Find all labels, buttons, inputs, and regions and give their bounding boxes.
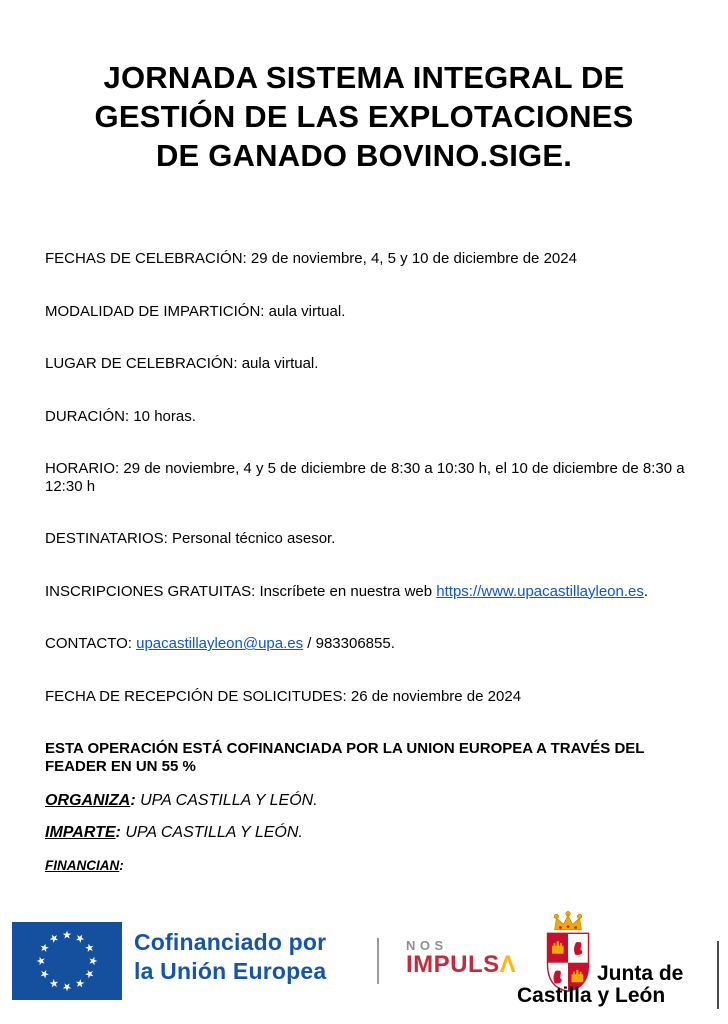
info-recepcion-value: 26 de noviembre de 2024: [350, 687, 522, 705]
eu-cofunding-line-2: la Unión Europea: [134, 958, 327, 984]
eu-cofunding-label: [134, 928, 326, 986]
junta-label-line-2: Castilla y León: [517, 984, 666, 1007]
financian-label: FINANCIAN: [45, 858, 120, 873]
nos-impulsa-word: IMPULS: [406, 951, 500, 978]
info-horario-label: HORARIO:: [45, 460, 120, 477]
info-recepcion: [45, 688, 695, 706]
imparte-colon: :: [115, 824, 121, 841]
title-line-1: JORNADA SISTEMA INTEGRAL DE: [103, 60, 625, 95]
info-modalidad-label: MODALIDAD DE IMPARTICIÓN:: [45, 302, 265, 320]
organiza-colon: :: [130, 792, 136, 809]
financian-line: [45, 857, 695, 875]
nos-impulsa-main-label: [406, 953, 516, 976]
title-line-3: DE GANADO BOVINO.SIGE.: [155, 138, 573, 173]
info-lugar-value: aula virtual.: [241, 355, 319, 372]
info-lugar-label: LUGAR DE CELEBRACIÓN:: [45, 355, 238, 372]
info-inscripciones-text: Inscríbete en nuestra web: [259, 582, 433, 600]
info-inscripciones: [45, 583, 695, 601]
info-contacto: [45, 635, 695, 653]
organiza-label: ORGANIZA: [45, 792, 131, 809]
eu-flag-icon: [12, 922, 122, 1005]
document-body: [45, 250, 695, 875]
nos-impulsa-logo: [406, 938, 516, 976]
info-horario: [45, 460, 695, 495]
info-inscripciones-label: INSCRIPCIONES GRATUITAS:: [45, 582, 256, 600]
info-horario-value: 29 de noviembre, 4 y 5 de diciembre de 8:30 a 10:30 h, el 10 de diciembre de 8:30 a 12:30 h: [45, 460, 685, 495]
imparte-label: IMPARTE: [45, 824, 116, 841]
eu-cofunding-line-1: Cofinanciado por: [134, 929, 327, 955]
page-title: [34, 58, 694, 175]
organiza-value: UPA CASTILLA Y LEÓN.: [140, 792, 318, 809]
info-fechas: [45, 250, 695, 268]
info-duracion: [45, 408, 695, 426]
info-contacto-label: CONTACTO:: [45, 635, 132, 652]
nos-impulsa-caret-icon: Λ: [499, 951, 517, 978]
info-lugar: [45, 355, 695, 373]
footer-divider-right: [717, 941, 719, 1009]
info-fechas-value: 29 de noviembre, 4, 5 y 10 de diciembre de 2024: [250, 250, 577, 267]
info-recepcion-label: FECHA DE RECEPCIÓN DE SOLICITUDES:: [45, 687, 347, 705]
financian-colon: :: [119, 858, 124, 873]
info-duracion-label: DURACIÓN:: [45, 407, 130, 425]
web-link[interactable]: https://www.upacastillayleon.es: [436, 582, 644, 600]
info-contacto-phone: / 983306855.: [303, 635, 395, 652]
info-duracion-value: 10 horas.: [133, 407, 196, 425]
email-link[interactable]: upacastillayleon@upa.es: [136, 635, 304, 652]
info-modalidad: [45, 303, 695, 321]
title-line-2: GESTIÓN DE LAS EXPLOTACIONES: [94, 99, 634, 134]
junta-label-line-1: Junta de: [597, 962, 684, 985]
info-destinatarios: [45, 530, 695, 548]
info-modalidad-value: aula virtual.: [268, 302, 346, 320]
info-fechas-label: FECHAS DE CELEBRACIÓN:: [45, 250, 247, 267]
nos-impulsa-top-label: NOS: [406, 938, 448, 953]
organiza-line: [45, 791, 695, 810]
imparte-line: [45, 823, 695, 842]
info-destinatarios-label: DESTINATARIOS:: [45, 530, 168, 547]
info-destinatarios-value: Personal técnico asesor.: [171, 530, 336, 547]
info-inscripciones-period: .: [643, 582, 649, 600]
footer-divider-left: [377, 938, 379, 984]
cofunding-note: ESTA OPERACIÓN ESTÁ COFINANCIADA POR LA UNION EUROPEA A TRAVÉS DEL FEADER EN UN 55 %: [45, 740, 645, 775]
imparte-value: UPA CASTILLA Y LEÓN.: [125, 824, 303, 841]
